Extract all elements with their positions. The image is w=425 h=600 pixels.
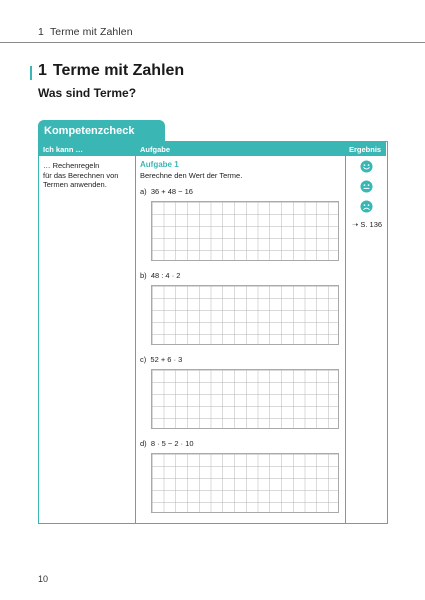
chapter-title-text: Terme mit Zahlen xyxy=(52,62,185,79)
answer-grid-d[interactable] xyxy=(151,453,339,513)
kompetenzcheck-table xyxy=(38,141,388,524)
task-c xyxy=(140,355,182,364)
task-a xyxy=(140,187,193,196)
ich-kann-line: … Rechenregeln xyxy=(43,161,100,170)
ich-kann-line: Termen anwenden. xyxy=(43,180,107,189)
chapter-number: 1 xyxy=(38,62,47,79)
section-title: Was sind Terme? xyxy=(38,86,137,100)
header-divider xyxy=(0,42,425,43)
task-term: 48 : 4 · 2 xyxy=(150,271,181,280)
task-letter: d) xyxy=(140,439,147,448)
aufgabe-instruction: Berechne den Wert der Terme. xyxy=(140,171,243,180)
chapter-marker xyxy=(30,66,32,80)
kompetenzcheck-tab: Kompetenzcheck xyxy=(38,120,165,142)
happy-face-icon[interactable] xyxy=(360,160,373,173)
page-number: 10 xyxy=(38,574,49,584)
task-term: 8 · 5 − 2 · 10 xyxy=(150,439,194,448)
task-term: 52 + 6 · 3 xyxy=(150,355,183,364)
page-reference[interactable] xyxy=(352,220,382,229)
running-head-title: Terme mit Zahlen xyxy=(49,26,133,38)
task-b xyxy=(140,271,180,280)
task-letter: a) xyxy=(140,187,147,196)
task-term: 36 + 48 − 16 xyxy=(150,187,193,196)
chapter-title xyxy=(30,62,184,80)
ich-kann-text xyxy=(43,161,135,190)
task-letter: b) xyxy=(140,271,147,280)
ich-kann-line: für das Berechnen von xyxy=(43,170,119,180)
column-header-ergebnis: Ergebnis xyxy=(349,145,382,154)
column-header-aufgabe: Aufgabe xyxy=(140,145,170,154)
table-header xyxy=(39,142,386,156)
answer-grid-c[interactable] xyxy=(151,369,339,429)
running-head-number: 1 xyxy=(38,26,44,38)
aufgabe-title: Aufgabe 1 xyxy=(140,160,179,169)
running-head xyxy=(38,26,133,38)
neutral-face-icon[interactable] xyxy=(360,180,373,193)
column-divider xyxy=(345,142,346,523)
arrow-right-icon: ➝ xyxy=(352,220,359,229)
answer-grid-a[interactable] xyxy=(151,201,339,261)
column-header-ich-kann: Ich kann … xyxy=(43,145,84,154)
task-letter: c) xyxy=(140,355,147,364)
task-d xyxy=(140,439,194,448)
sad-face-icon[interactable] xyxy=(360,200,373,213)
answer-grid-b[interactable] xyxy=(151,285,339,345)
column-divider xyxy=(135,142,136,523)
page-reference-text: S. 136 xyxy=(360,220,383,229)
